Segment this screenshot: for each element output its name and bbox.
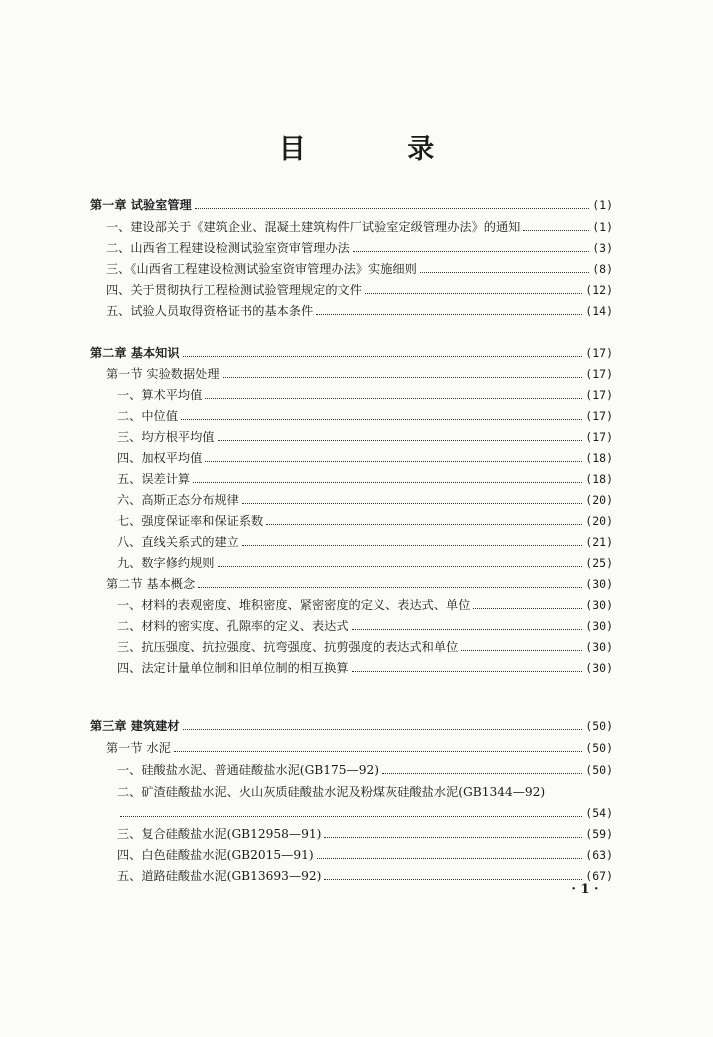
toc-item — [90, 301, 613, 321]
dot-leader — [218, 439, 583, 441]
toc-page-number: (3) — [592, 241, 613, 255]
dot-leader — [317, 857, 583, 859]
toc-label: 第一章 试验室管理 — [90, 198, 192, 212]
toc-item — [90, 469, 613, 489]
dot-leader — [198, 586, 582, 588]
toc-label: 四、加权平均值 — [117, 451, 203, 465]
toc-page-number: (50) — [585, 763, 613, 777]
toc-page-number: (17) — [585, 367, 613, 381]
toc-label: 五、试验人员取得资格证书的基本条件 — [106, 304, 314, 318]
toc-chapter — [90, 195, 613, 215]
toc-label: 一、硅酸盐水泥、普通硅酸盐水泥(GB175—92) — [117, 763, 379, 777]
toc-page-number: (17) — [585, 388, 613, 402]
dot-leader — [523, 229, 589, 231]
toc-section — [90, 574, 613, 594]
toc-page-number: (30) — [585, 619, 613, 633]
toc-label: 六、高斯正态分布规律 — [117, 493, 239, 507]
dot-leader — [382, 772, 582, 774]
dot-leader — [205, 460, 582, 462]
toc-item — [90, 238, 613, 258]
toc-item — [90, 259, 613, 279]
toc-label: 四、关于贯彻执行工程检测试验管理规定的文件 — [106, 283, 362, 297]
toc-label: 一、建设部关于《建筑企业、混凝土建筑构件厂试验室定级管理办法》的通知 — [106, 220, 521, 234]
toc-page-number: (67) — [585, 869, 613, 883]
toc-page-number: (50) — [585, 719, 613, 733]
dot-leader — [223, 376, 583, 378]
toc-page-number: (54) — [585, 806, 613, 820]
dot-leader — [183, 728, 583, 730]
toc-page-number: (20) — [585, 514, 613, 528]
toc-item — [90, 217, 613, 237]
toc-page-number: (63) — [585, 848, 613, 862]
toc-page-number: (30) — [585, 577, 613, 591]
dot-leader — [353, 250, 589, 252]
toc-item — [90, 616, 613, 636]
toc-label: 第二节 基本概念 — [106, 577, 196, 591]
toc-item — [90, 532, 613, 552]
dot-leader — [120, 815, 582, 817]
dot-leader — [324, 878, 582, 880]
toc-label: 第一节 实验数据处理 — [106, 367, 220, 381]
toc-chapter — [90, 343, 613, 363]
toc-item — [90, 280, 613, 300]
toc-label: 九、数字修约规则 — [117, 556, 215, 570]
toc-label: 八、直线关系式的建立 — [117, 535, 239, 549]
toc-page-number: (50) — [585, 741, 613, 755]
toc-page-number: (30) — [585, 661, 613, 675]
toc-page-number: (17) — [585, 409, 613, 423]
toc-item — [90, 658, 613, 678]
dot-leader — [365, 292, 582, 294]
toc-page-number: (21) — [585, 535, 613, 549]
dot-leader — [461, 649, 582, 651]
page-title: 目 录 — [278, 134, 481, 165]
toc-item — [90, 406, 613, 426]
toc-page-number: (17) — [585, 346, 613, 360]
dot-leader — [242, 502, 582, 504]
toc-page-number: (14) — [585, 304, 613, 318]
toc-label: 第二章 基本知识 — [90, 346, 180, 360]
toc-label: 四、法定计量单位制和旧单位制的相互换算 — [117, 661, 349, 675]
toc-label: 五、误差计算 — [117, 472, 191, 486]
toc-label: 二、材料的密实度、孔隙率的定义、表达式 — [117, 619, 349, 633]
toc-label: 第一节 水泥 — [106, 741, 171, 755]
toc-item — [90, 866, 613, 886]
dot-leader — [193, 481, 582, 483]
toc-section — [90, 738, 613, 758]
toc-item — [90, 553, 613, 573]
toc-page-number: (25) — [585, 556, 613, 570]
toc-page-number: (18) — [585, 451, 613, 465]
dot-leader — [352, 670, 583, 672]
toc-chapter — [90, 716, 613, 736]
toc-page-number: (17) — [585, 430, 613, 444]
dot-leader — [195, 207, 589, 209]
toc-label: 五、道路硅酸盐水泥(GB13693—92) — [117, 869, 322, 883]
toc-page-number: (8) — [592, 262, 613, 276]
dot-leader — [181, 418, 582, 420]
toc-page-number: (30) — [585, 640, 613, 654]
toc-page-number: (1) — [592, 198, 613, 212]
toc-label: 三、抗压强度、抗拉强度、抗弯强度、抗剪强度的表达式和单位 — [117, 640, 459, 654]
toc-item — [90, 385, 613, 405]
toc-label: 一、材料的表观密度、堆积密度、紧密密度的定义、表达式、单位 — [117, 598, 471, 612]
dot-leader — [183, 355, 583, 357]
dot-leader — [324, 836, 582, 838]
toc-section — [90, 364, 613, 384]
toc-item — [90, 595, 613, 615]
toc-item — [90, 782, 613, 802]
toc-page-number: (12) — [585, 283, 613, 297]
toc-item — [90, 760, 613, 780]
toc-item — [90, 637, 613, 657]
toc-label: 三、均方根平均值 — [117, 430, 215, 444]
toc-label: 三、复合硅酸盐水泥(GB12958—91) — [117, 827, 322, 841]
toc-label: 第三章 建筑建材 — [90, 719, 180, 733]
toc-item — [90, 448, 613, 468]
dot-leader — [218, 565, 583, 567]
toc-item-continuation — [117, 803, 613, 823]
dot-leader — [174, 750, 582, 752]
toc-page-number: (30) — [585, 598, 613, 612]
dot-leader — [205, 397, 582, 399]
toc-page-number: (59) — [585, 827, 613, 841]
toc-item — [90, 427, 613, 447]
toc-page-number: (20) — [585, 493, 613, 507]
toc-label: 三、《山西省工程建设检测试验室资审管理办法》实施细则 — [106, 262, 417, 276]
toc-label: 七、强度保证率和保证系数 — [117, 514, 264, 528]
page-footer-number: · 1 · — [571, 882, 599, 897]
toc-item — [90, 824, 613, 844]
dot-leader — [316, 313, 582, 315]
toc-page-number: (18) — [585, 472, 613, 486]
toc-item — [90, 845, 613, 865]
dot-leader — [420, 271, 589, 273]
toc-item — [90, 490, 613, 510]
dot-leader — [266, 523, 582, 525]
dot-leader — [242, 544, 582, 546]
dot-leader — [473, 607, 582, 609]
dot-leader — [352, 628, 583, 630]
toc-label: 四、白色硅酸盐水泥(GB2015—91) — [117, 848, 314, 862]
toc-item — [90, 511, 613, 531]
toc-label: 一、算术平均值 — [117, 388, 203, 402]
toc-label: 二、中位值 — [117, 409, 178, 423]
toc-label: 二、山西省工程建设检测试验室资审管理办法 — [106, 241, 350, 255]
toc-page-number: (1) — [592, 220, 613, 234]
toc-label: 二、矿渣硅酸盐水泥、火山灰质硅酸盐水泥及粉煤灰硅酸盐水泥(GB1344—92) — [117, 785, 546, 799]
